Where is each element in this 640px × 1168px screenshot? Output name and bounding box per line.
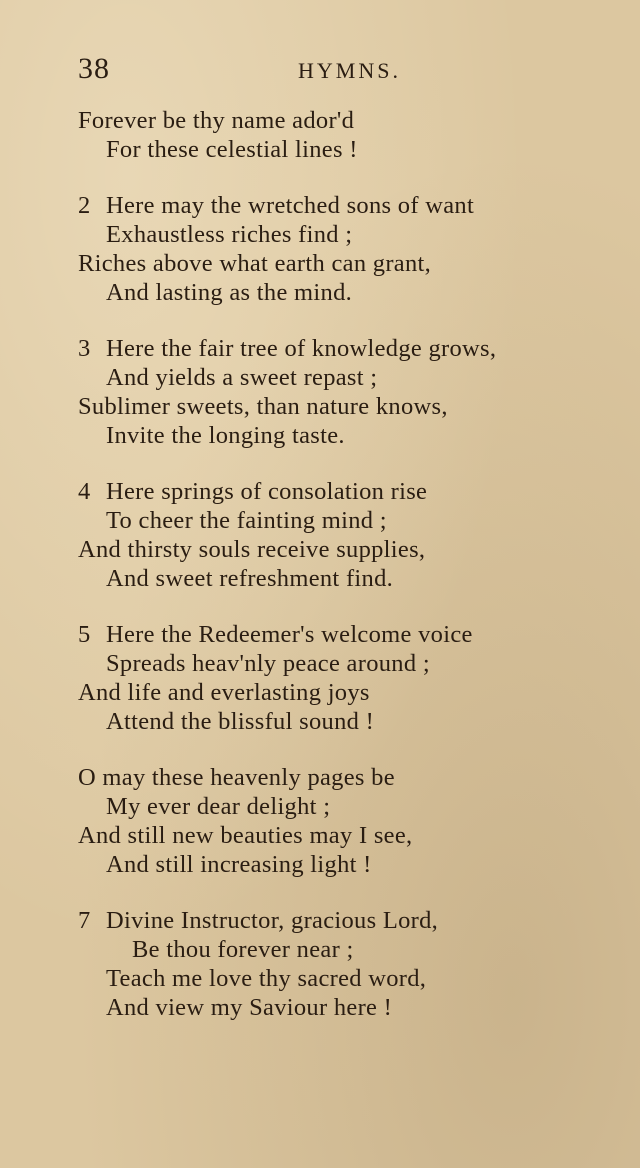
verse-line <box>78 477 618 506</box>
verse-line: Invite the longing taste. <box>106 422 345 449</box>
verse-line-text: Here the Redeemer's welcome voice <box>106 621 473 648</box>
verse-line: And lasting as the mind. <box>106 279 353 306</box>
verse-line <box>78 191 618 220</box>
verse-line: Teach me love thy sacred word, <box>106 965 427 992</box>
running-head: HYMNS. <box>298 58 401 83</box>
stanza <box>78 477 618 593</box>
verse-line: For these celestial lines ! <box>106 136 358 163</box>
verse-line-text: Here springs of consolation rise <box>106 478 428 505</box>
verse-line: To cheer the fainting mind ; <box>106 507 387 534</box>
stanza <box>78 191 618 307</box>
stanza-number: 3 <box>78 335 91 362</box>
stanza <box>78 106 618 164</box>
verse-line <box>78 620 618 649</box>
verse-line: Riches above what earth can grant, <box>78 250 432 277</box>
page-header <box>78 52 568 92</box>
verse-line <box>78 334 618 363</box>
verse-line: And life and everlasting joys <box>78 679 370 706</box>
verse-line: And still increasing light ! <box>106 851 372 878</box>
verse-line-text: Here may the wretched sons of want <box>106 192 475 219</box>
verse-line: And still new beauties may I see, <box>78 822 413 849</box>
stanza-number: 7 <box>78 907 91 934</box>
verse-line <box>78 906 618 935</box>
verse-line: Be thou forever near ; <box>132 936 354 963</box>
verse-line: And sweet refreshment find. <box>106 565 394 592</box>
verse-line: And thirsty souls receive supplies, <box>78 536 426 563</box>
stanza <box>78 906 618 1022</box>
verse-line: Exhaustless riches find ; <box>106 221 353 248</box>
verse-line: And yields a sweet repast ; <box>106 364 378 391</box>
verse-line: Sublimer sweets, than nature knows, <box>78 393 448 420</box>
verse-line-text: Here the fair tree of knowledge grows, <box>106 335 497 362</box>
stanza-number: 5 <box>78 621 91 648</box>
stanza <box>78 763 618 879</box>
page-number: 38 <box>78 52 110 85</box>
verse-line: And view my Saviour here ! <box>106 994 393 1021</box>
stanza <box>78 334 618 450</box>
verse-line: O may these heavenly pages be <box>78 764 395 791</box>
stanza <box>78 620 618 736</box>
verse-line: Spreads heav'nly peace around ; <box>106 650 430 677</box>
verse-line: My ever dear delight ; <box>106 793 331 820</box>
verse-line: Forever be thy name ador'd <box>78 107 355 134</box>
stanza-number: 2 <box>78 192 91 219</box>
verse-line-text: Divine Instructor, gracious Lord, <box>106 907 439 934</box>
hymn-text <box>78 106 618 1049</box>
verse-line: Attend the blissful sound ! <box>106 708 375 735</box>
stanza-number: 4 <box>78 478 91 505</box>
